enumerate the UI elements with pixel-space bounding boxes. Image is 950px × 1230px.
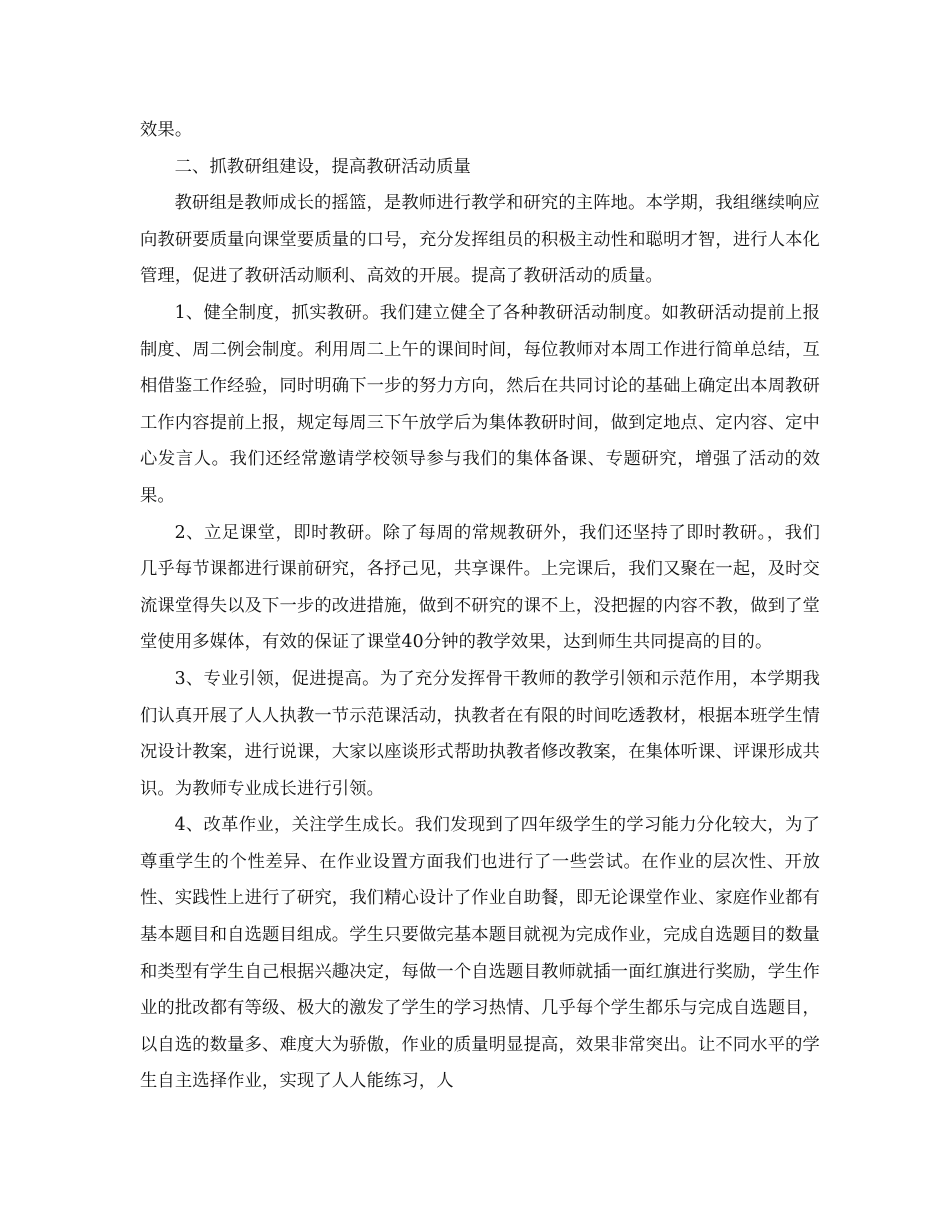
section-heading: 二、抓教研组建设，提高教研活动质量: [174, 156, 471, 177]
paragraph: 教研组是教师成长的摇篮，是教师进行教学和研究的主阵地。本学期，我组继续响应向教研要质量向课堂要质量的口号，充分发挥组员的积极主动性和聪明才智，进行人本化管理，促进了教研活动顺利、高效的开展。提高了教研活动的质量。: [140, 193, 820, 287]
paragraph-item-4: 4、改革作业，关注学生成长。我们发现到了四年级学生的学习能力分化较大，为了尊重学生的个性差异、在作业设置方面我们也进行了一些尝试。在作业的层次性、开放性、实践性上进行了研究，我们精心设计了作业自助餐，即无论课堂作业、家庭作业都有基本题目和自选题目组成。学生只要做完基本题目就视为完成作业，完成自选题目的数量和类型有学生自己根据兴趣决定，每做一个自选题目教师就插一面红旗进行奖励，学生作业的批改都有等级、极大的激发了学生的学习热情、几乎每个学生都乐与完成自选题目，以自选的数量多、难度大为骄傲，作业的质量明显提高，效果非常突出。让不同水平的学生自主选择作业，实现了人人能练习，人: [140, 815, 820, 1092]
paragraph-item-3: 3、专业引领，促进提高。为了充分发挥骨干教师的教学引领和示范作用，本学期我们认真开展了人人执教一节示范课活动，执教者在有限的时间吃透教材，根据本班学生情况设计教案，进行说课，大家以座谈形式帮助执教者修改教案，在集体听课、评课形成共识。为教师专业成长进行引领。: [140, 668, 820, 799]
paragraph-item-2: 2、立足课堂，即时教研。除了每周的常规教研外，我们还坚持了即时教研。，我们几乎每节课都进行课前研究，各抒己见，共享课件。上完课后，我们又聚在一起，及时交流课堂得失以及下一步的改进措施，做到不研究的课不上，没把握的内容不教，做到了堂堂使用多媒体，有效的保证了课堂40分钟的教学效果，达到师生共同提高的目的。: [140, 522, 820, 653]
document-body: [140, 112, 820, 1100]
paragraph-continuation: 效果。: [140, 120, 193, 140]
paragraph-item-1: 1、健全制度，抓实教研。我们建立健全了各种教研活动制度。如教研活动提前上报制度、周二例会制度。利用周二上午的课间时间，每位教师对本周工作进行简单总结，互相借鉴工作经验，同时明确下一步的努力方向，然后在共同讨论的基础上确定出本周教研工作内容提前上报，规定每周三下午放学后为集体教研时间，做到定地点、定内容、定中心发言人。我们还经常邀请学校领导参与我们的集体备课、专题研究，增强了活动的效果。: [140, 302, 820, 506]
